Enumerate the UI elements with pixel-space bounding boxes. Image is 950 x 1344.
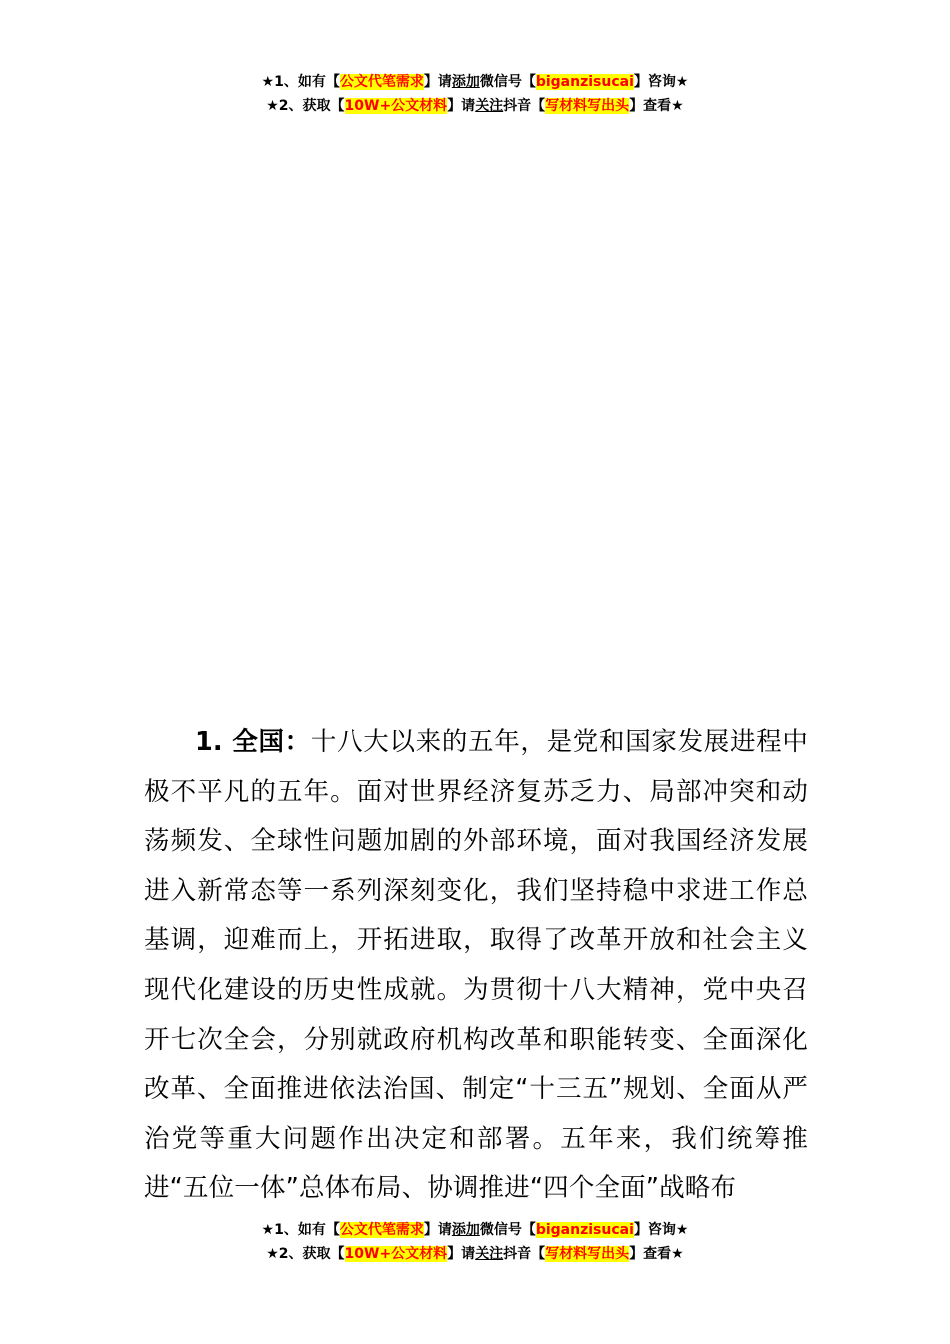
notice-text: 抖音【 [503,98,546,114]
notice-underline: 关注 [475,1246,504,1262]
notice-text: 微信号【 [479,1222,536,1238]
notice-suffix: 】查看★ [629,98,684,114]
notice-suffix: 】查看★ [629,1246,684,1262]
notice-highlight: 公文代笔需求 [339,74,424,90]
paragraph-lead: 1. 全国： [195,727,311,757]
notice-prefix: ★1、如有【 [261,1222,340,1238]
paragraph-text: 十八大以来的五年，是党和国家发展进程中极不平凡的五年。面对世界经济复苏乏力、局部冲突和动荡频发、全球性问题加剧的外部环境，面对我国经济发展进入新常态等一系列深刻变化，我们坚持稳中求进工作总基调，迎难而上，开拓进取，取得了改革开放和社会主义现代化建设的历史性成就。为贯彻十八大精神，党中央召开七次全会，分别就政府机构改革和职能转变、全面深化改革、全面推进依法治国、制定“十三五”规划、全面从严治党等重大问题作出决定和部署。五年来，我们统筹推进“五位一体”总体布局、协调推进“四个全面”战略布 [144,727,808,1204]
notice-line-1 [0,1218,950,1242]
notice-text: 】请 [423,1222,452,1238]
footer-notice [0,1218,950,1266]
wechat-id-highlight: biganzisucai [535,74,634,90]
notice-text: 微信号【 [479,74,536,90]
notice-line-2 [0,94,950,118]
notice-highlight: 10W+公文材料 [344,98,448,114]
douyin-account-highlight: 写材料写出头 [545,1246,630,1262]
notice-prefix: ★2、获取【 [266,98,345,114]
notice-underline: 关注 [475,98,504,114]
notice-suffix: 】咨询★ [633,1222,689,1238]
notice-text: 】请 [447,1246,476,1262]
notice-suffix: 】咨询★ [633,74,689,90]
douyin-account-highlight: 写材料写出头 [545,98,630,114]
notice-text: 】请 [423,74,452,90]
notice-underline: 添加 [451,1222,480,1238]
notice-underline: 添加 [451,74,480,90]
notice-text: 抖音【 [503,1246,546,1262]
notice-line-1 [0,70,950,94]
wechat-id-highlight: biganzisucai [535,1222,634,1238]
notice-prefix: ★2、获取【 [266,1246,345,1262]
notice-highlight: 公文代笔需求 [339,1222,424,1238]
notice-text: 】请 [447,98,476,114]
header-notice [0,70,950,118]
notice-line-2 [0,1242,950,1266]
notice-highlight: 10W+公文材料 [344,1246,448,1262]
notice-prefix: ★1、如有【 [261,74,340,90]
body-paragraph [144,718,808,1214]
